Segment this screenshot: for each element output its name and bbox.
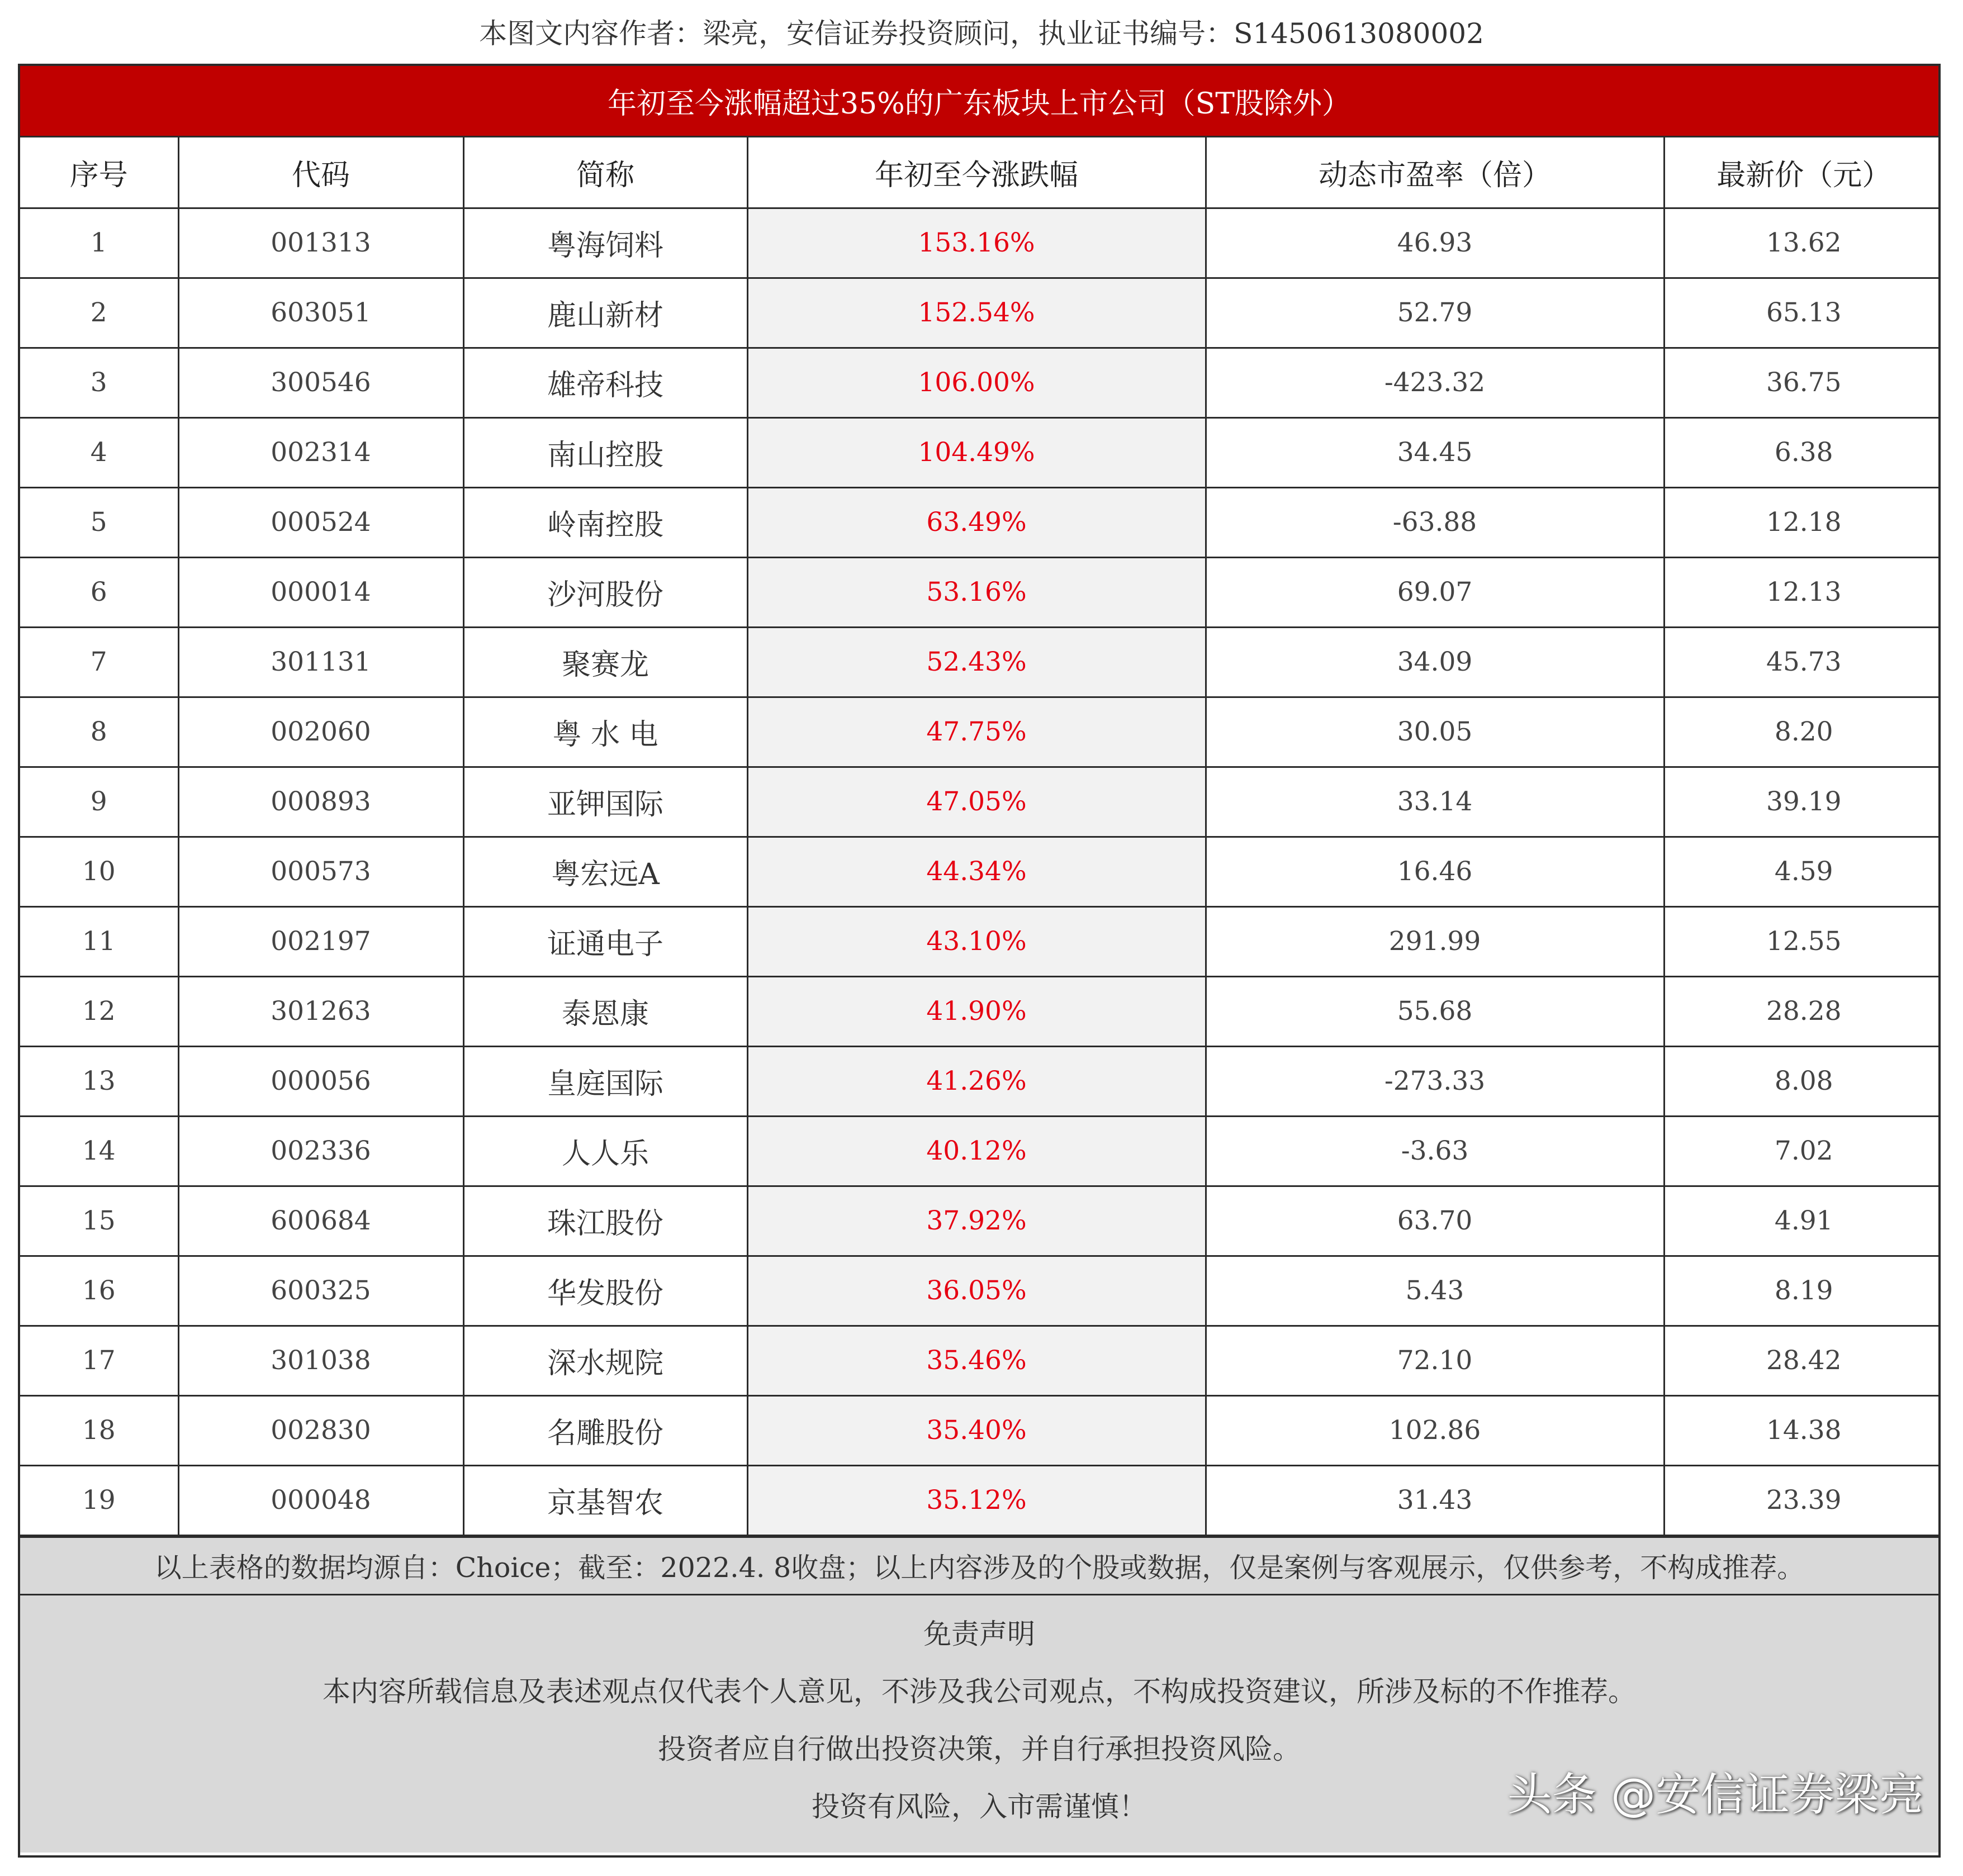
cell-price: 39.19 — [1664, 767, 1941, 837]
cell-pe-ratio: 34.09 — [1206, 627, 1664, 697]
cell-index: 8 — [20, 697, 178, 767]
cell-pe-ratio: 55.68 — [1206, 976, 1664, 1046]
table-row — [20, 906, 1941, 976]
cell-index: 6 — [20, 557, 178, 627]
cell-ytd-change: 47.05% — [747, 767, 1206, 837]
table-row — [20, 487, 1941, 557]
cell-index: 17 — [20, 1326, 178, 1395]
cell-index: 10 — [20, 837, 178, 906]
cell-code: 603051 — [178, 278, 463, 348]
cell-name: 泰恩康 — [463, 976, 747, 1046]
cell-ytd-change: 47.75% — [747, 697, 1206, 767]
cell-ytd-change: 43.10% — [747, 906, 1206, 976]
cell-price: 6.38 — [1664, 417, 1941, 487]
table-row — [20, 976, 1941, 1046]
cell-price: 12.55 — [1664, 906, 1941, 976]
cell-price: 8.20 — [1664, 697, 1941, 767]
cell-index: 13 — [20, 1046, 178, 1116]
stock-table-frame — [18, 64, 1941, 1858]
cell-pe-ratio: 5.43 — [1206, 1256, 1664, 1326]
cell-pe-ratio: 16.46 — [1206, 837, 1664, 906]
cell-index: 19 — [20, 1465, 178, 1535]
cell-pe-ratio: -63.88 — [1206, 487, 1664, 557]
source-note: 以上表格的数据均源自：Choice；截至：2022.4. 8收盘；以上内容涉及的个股或数据，仅是案例与客观展示，仅供参考，不构成推荐。 — [20, 1536, 1938, 1595]
stock-table — [20, 137, 1941, 1536]
table-row — [20, 1046, 1941, 1116]
cell-pe-ratio: 72.10 — [1206, 1326, 1664, 1395]
cell-ytd-change: 36.05% — [747, 1256, 1206, 1326]
table-row — [20, 627, 1941, 697]
cell-name: 粤 水 电 — [463, 697, 747, 767]
table-row — [20, 557, 1941, 627]
cell-price: 36.75 — [1664, 348, 1941, 417]
cell-name: 聚赛龙 — [463, 627, 747, 697]
cell-price: 23.39 — [1664, 1465, 1941, 1535]
watermark: 头条 @安信证券梁亮 — [1507, 1769, 1924, 1821]
cell-pe-ratio: 52.79 — [1206, 278, 1664, 348]
cell-index: 4 — [20, 417, 178, 487]
table-row — [20, 348, 1941, 417]
table-row — [20, 417, 1941, 487]
cell-price: 65.13 — [1664, 278, 1941, 348]
cell-pe-ratio: 31.43 — [1206, 1465, 1664, 1535]
cell-ytd-change: 53.16% — [747, 557, 1206, 627]
cell-name: 珠江股份 — [463, 1186, 747, 1256]
disclaimer-line: 投资者应自行做出投资决策，并自行承担投资风险。 — [658, 1732, 1301, 1765]
cell-ytd-change: 35.46% — [747, 1326, 1206, 1395]
cell-name: 京基智农 — [463, 1465, 747, 1535]
table-row — [20, 208, 1941, 278]
cell-pe-ratio: 33.14 — [1206, 767, 1664, 837]
cell-name: 华发股份 — [463, 1256, 747, 1326]
cell-code: 000014 — [178, 557, 463, 627]
cell-pe-ratio: 102.86 — [1206, 1395, 1664, 1465]
cell-code: 000524 — [178, 487, 463, 557]
cell-code: 301038 — [178, 1326, 463, 1395]
cell-code: 600325 — [178, 1256, 463, 1326]
cell-name: 人人乐 — [463, 1116, 747, 1186]
cell-ytd-change: 40.12% — [747, 1116, 1206, 1186]
cell-ytd-change: 35.40% — [747, 1395, 1206, 1465]
cell-name: 沙河股份 — [463, 557, 747, 627]
table-body — [20, 208, 1941, 1535]
cell-index: 15 — [20, 1186, 178, 1256]
table-row — [20, 1465, 1941, 1535]
cell-price: 14.38 — [1664, 1395, 1941, 1465]
cell-pe-ratio: -423.32 — [1206, 348, 1664, 417]
cell-index: 11 — [20, 906, 178, 976]
table-header-row — [20, 137, 1941, 208]
cell-name: 粤海饲料 — [463, 208, 747, 278]
header-code: 代码 — [178, 137, 463, 208]
cell-price: 4.59 — [1664, 837, 1941, 906]
cell-code: 000048 — [178, 1465, 463, 1535]
cell-code: 301131 — [178, 627, 463, 697]
table-row — [20, 697, 1941, 767]
cell-price: 12.13 — [1664, 557, 1941, 627]
header-index: 序号 — [20, 137, 178, 208]
table-row — [20, 1395, 1941, 1465]
cell-ytd-change: 104.49% — [747, 417, 1206, 487]
header-ytd-change: 年初至今涨跌幅 — [747, 137, 1206, 208]
table-row — [20, 767, 1941, 837]
cell-name: 雄帝科技 — [463, 348, 747, 417]
cell-name: 南山控股 — [463, 417, 747, 487]
cell-pe-ratio: 34.45 — [1206, 417, 1664, 487]
cell-code: 301263 — [178, 976, 463, 1046]
cell-price: 28.28 — [1664, 976, 1941, 1046]
cell-code: 000056 — [178, 1046, 463, 1116]
cell-code: 000573 — [178, 837, 463, 906]
cell-ytd-change: 153.16% — [747, 208, 1206, 278]
table-row — [20, 1116, 1941, 1186]
cell-index: 9 — [20, 767, 178, 837]
cell-code: 000893 — [178, 767, 463, 837]
cell-code: 002060 — [178, 697, 463, 767]
cell-ytd-change: 41.90% — [747, 976, 1206, 1046]
cell-ytd-change: 63.49% — [747, 487, 1206, 557]
cell-price: 45.73 — [1664, 627, 1941, 697]
cell-code: 002336 — [178, 1116, 463, 1186]
cell-ytd-change: 35.12% — [747, 1465, 1206, 1535]
disclaimer-line: 投资有风险，入市需谨慎！ — [812, 1790, 1147, 1823]
header-price: 最新价（元） — [1664, 137, 1941, 208]
table-title: 年初至今涨幅超过35%的广东板块上市公司（ST股除外） — [20, 66, 1938, 137]
cell-code: 002830 — [178, 1395, 463, 1465]
cell-price: 7.02 — [1664, 1116, 1941, 1186]
cell-ytd-change: 52.43% — [747, 627, 1206, 697]
cell-pe-ratio: 291.99 — [1206, 906, 1664, 976]
cell-price: 8.19 — [1664, 1256, 1941, 1326]
cell-name: 名雕股份 — [463, 1395, 747, 1465]
cell-pe-ratio: 63.70 — [1206, 1186, 1664, 1256]
cell-code: 002197 — [178, 906, 463, 976]
table-row — [20, 1326, 1941, 1395]
cell-pe-ratio: 30.05 — [1206, 697, 1664, 767]
cell-index: 12 — [20, 976, 178, 1046]
cell-price: 4.91 — [1664, 1186, 1941, 1256]
cell-name: 岭南控股 — [463, 487, 747, 557]
cell-index: 5 — [20, 487, 178, 557]
table-row — [20, 1186, 1941, 1256]
cell-index: 7 — [20, 627, 178, 697]
cell-code: 001313 — [178, 208, 463, 278]
cell-index: 2 — [20, 278, 178, 348]
cell-name: 鹿山新材 — [463, 278, 747, 348]
cell-pe-ratio: 46.93 — [1206, 208, 1664, 278]
disclaimer-title: 免责声明 — [923, 1617, 1035, 1650]
table-row — [20, 837, 1941, 906]
cell-ytd-change: 37.92% — [747, 1186, 1206, 1256]
cell-pe-ratio: 69.07 — [1206, 557, 1664, 627]
cell-ytd-change: 41.26% — [747, 1046, 1206, 1116]
cell-ytd-change: 152.54% — [747, 278, 1206, 348]
cell-ytd-change: 106.00% — [747, 348, 1206, 417]
disclaimer-line: 本内容所载信息及表述观点仅代表个人意见，不涉及我公司观点，不构成投资建议，所涉及标的不作推荐。 — [323, 1675, 1636, 1708]
cell-name: 皇庭国际 — [463, 1046, 747, 1116]
cell-pe-ratio: -273.33 — [1206, 1046, 1664, 1116]
cell-ytd-change: 44.34% — [747, 837, 1206, 906]
cell-code: 300546 — [178, 348, 463, 417]
cell-index: 14 — [20, 1116, 178, 1186]
cell-name: 粤宏远A — [463, 837, 747, 906]
table-row — [20, 278, 1941, 348]
cell-name: 亚钾国际 — [463, 767, 747, 837]
cell-index: 3 — [20, 348, 178, 417]
cell-index: 16 — [20, 1256, 178, 1326]
cell-index: 1 — [20, 208, 178, 278]
cell-code: 002314 — [178, 417, 463, 487]
table-row — [20, 1256, 1941, 1326]
cell-code: 600684 — [178, 1186, 463, 1256]
cell-price: 28.42 — [1664, 1326, 1941, 1395]
cell-price: 8.08 — [1664, 1046, 1941, 1116]
header-pe-ratio: 动态市盈率（倍） — [1206, 137, 1664, 208]
header-name: 简称 — [463, 137, 747, 208]
cell-pe-ratio: -3.63 — [1206, 1116, 1664, 1186]
cell-name: 深水规院 — [463, 1326, 747, 1395]
cell-price: 12.18 — [1664, 487, 1941, 557]
cell-name: 证通电子 — [463, 906, 747, 976]
author-line: 本图文内容作者：梁亮，安信证券投资顾问，执业证书编号：S1450613080002 — [479, 17, 1484, 50]
cell-price: 13.62 — [1664, 208, 1941, 278]
cell-index: 18 — [20, 1395, 178, 1465]
